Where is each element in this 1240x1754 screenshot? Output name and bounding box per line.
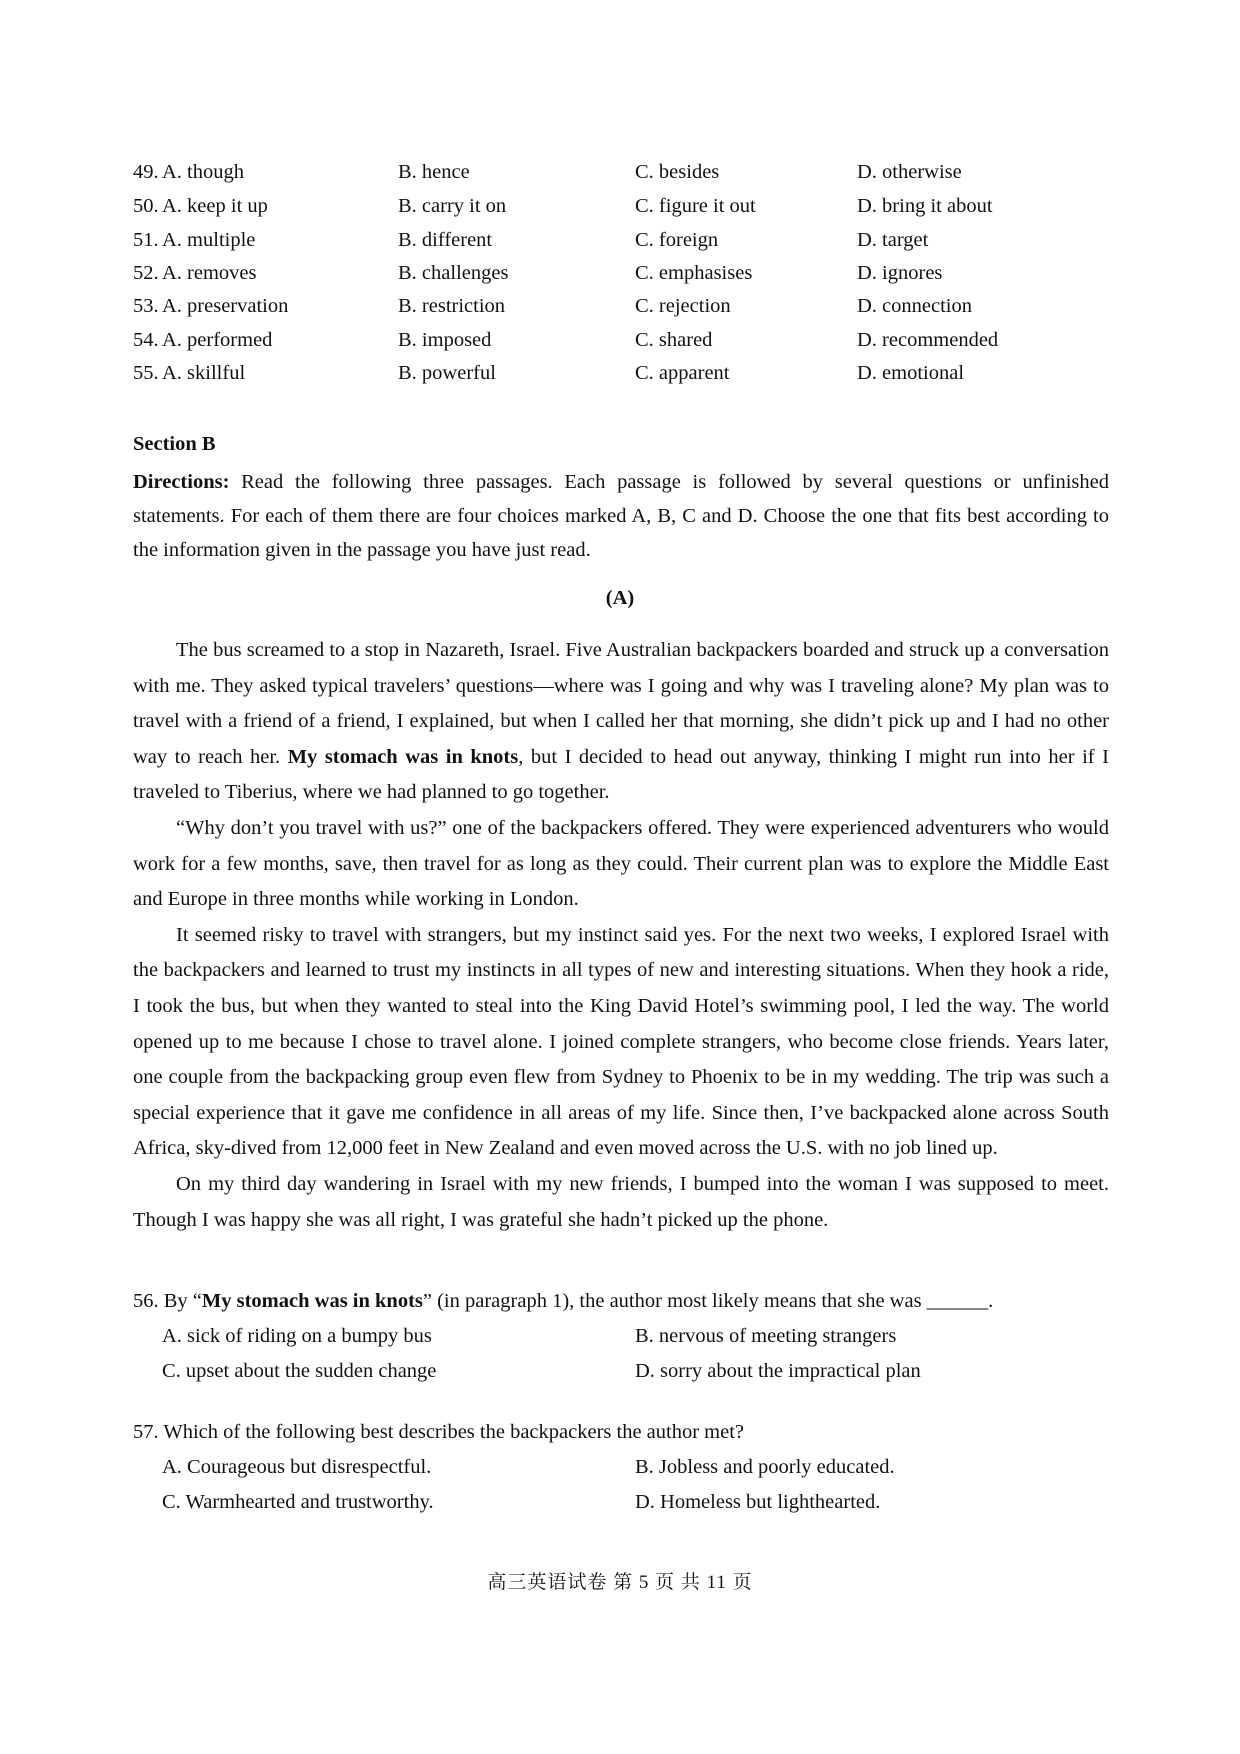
option-d: D. otherwise <box>857 161 962 183</box>
option-a: A. multiple <box>162 229 256 251</box>
option-c: C. emphasises <box>635 262 753 284</box>
option-c: C. figure it out <box>635 195 756 217</box>
option-b: B. powerful <box>398 362 496 384</box>
q56-stem-post: ” (in paragraph 1), the author most likely means that she was ______. <box>422 1290 994 1312</box>
option-c: C. shared <box>635 329 713 351</box>
question-number: 55. <box>133 362 159 384</box>
page-footer: 高三英语试卷 第 5 页 共 11 页 <box>487 1572 753 1593</box>
option-d: D. recommended <box>857 329 999 351</box>
option-c: C. foreign <box>635 229 719 251</box>
question-number: 51. <box>133 229 159 251</box>
question-number: 53. <box>133 295 159 317</box>
option-a: A. removes <box>162 262 257 284</box>
q56-option-d: D. sorry about the impractical plan <box>635 1360 921 1382</box>
question-57-stem: 57. Which of the following best describes the backpackers the author met? <box>133 1421 745 1443</box>
question-number: 54. <box>133 329 159 351</box>
question-56 <box>133 1290 1113 1400</box>
option-d: D. emotional <box>857 362 965 384</box>
option-row-49 <box>133 161 1113 191</box>
option-row-51 <box>133 229 1113 259</box>
option-c: C. rejection <box>635 295 731 317</box>
option-a: A. performed <box>162 329 273 351</box>
option-b: B. imposed <box>398 329 492 351</box>
q56-stem-bold: My stomach was in knots <box>201 1290 423 1312</box>
passage-title: (A) <box>605 587 635 609</box>
option-b: B. carry it on <box>398 195 507 217</box>
p1-text-before: The bus screamed to a stop in Nazareth, Israel. Five Australian backpackers boarded and struck up a conversation with me. They asked typical travelers’ questions—where was I going and why was I traveling alone? My plan was to travel with a friend of a friend, I explained, but when I called her that morning, she didn’t pick up and I had no other way to reach her. <box>133 639 1109 768</box>
option-row-50 <box>133 195 1113 225</box>
q57-option-c: C. Warmhearted and trustworthy. <box>162 1491 434 1513</box>
option-row-55 <box>133 362 1113 392</box>
passage-body <box>133 633 1109 1238</box>
option-b: B. different <box>398 229 493 251</box>
question-number: 49. <box>133 161 159 183</box>
question-number: 52. <box>133 262 159 284</box>
q56-stem-pre: 56. By “ <box>133 1290 202 1312</box>
option-c: C. besides <box>635 161 720 183</box>
p1-text-after: , but I decided to head out anyway, thinking I might run into her if I traveled to Tiberius, where we had planned to go together. <box>133 745 1109 804</box>
option-b: B. challenges <box>398 262 509 284</box>
option-b: B. hence <box>398 161 470 183</box>
option-d: D. target <box>857 229 929 251</box>
directions-label: Directions: <box>133 471 230 493</box>
paragraph-1 <box>133 633 1109 811</box>
directions-text: Read the following three passages. Each passage is followed by several questions or unfinished statements. For each of them there are four choices marked A, B, C and D. Choose the one that fits best according to the information given in the passage you have just read. <box>133 471 1109 561</box>
q56-option-a: A. sick of riding on a bumpy bus <box>162 1325 432 1347</box>
option-a: A. preservation <box>162 295 289 317</box>
directions <box>133 465 1109 567</box>
question-57 <box>133 1421 1113 1531</box>
question-number: 50. <box>133 195 159 217</box>
q57-option-b: B. Jobless and poorly educated. <box>635 1456 895 1478</box>
option-row-52 <box>133 262 1113 292</box>
option-a: A. keep it up <box>162 195 268 217</box>
option-d: D. connection <box>857 295 972 317</box>
q57-option-d: D. Homeless but lighthearted. <box>635 1491 881 1513</box>
option-d: D. bring it about <box>857 195 993 217</box>
paragraph-2: “Why don’t you travel with us?” one of the backpackers offered. They were experienced adventurers who would work for a few months, save, then travel for as long as they could. Their current plan was to explore the Middle East and Europe in three months while working in London. <box>133 816 1109 911</box>
option-a: A. skillful <box>162 362 246 384</box>
q56-option-b: B. nervous of meeting strangers <box>635 1325 897 1347</box>
section-title: Section B <box>133 433 216 455</box>
p1-bold-phrase: My stomach was in knots <box>287 745 519 768</box>
option-c: C. apparent <box>635 362 730 384</box>
option-d: D. ignores <box>857 262 943 284</box>
question-56-stem <box>133 1290 993 1313</box>
option-b: B. restriction <box>398 295 506 317</box>
option-a: A. though <box>162 161 244 183</box>
option-row-53 <box>133 295 1113 325</box>
paragraph-4: On my third day wandering in Israel with my new friends, I bumped into the woman I was supposed to meet. Though I was happy she was all right, I was grateful she hadn’t picked up the phone. <box>133 1172 1109 1231</box>
paragraph-3: It seemed risky to travel with strangers, but my instinct said yes. For the next two weeks, I explored Israel with the backpackers and learned to trust my instincts in all types of new and interesting situations. When they hook a ride, I took the bus, but when they wanted to steal into the King David Hotel’s swimming pool, I led the way. The world opened up to me because I chose to travel alone. I joined complete strangers, who become close friends. Years later, one couple from the backpacking group even flew from Sydney to Phoenix to be in my wedding. The trip was such a special experience that it gave me confidence in all areas of my life. Since then, I’ve backpacked alone across South Africa, sky-dived from 12,000 feet in New Zealand and even moved across the U.S. with no job lined up. <box>133 923 1109 1160</box>
option-row-54 <box>133 329 1113 359</box>
q57-option-a: A. Courageous but disrespectful. <box>162 1456 432 1478</box>
q56-option-c: C. upset about the sudden change <box>162 1360 437 1382</box>
